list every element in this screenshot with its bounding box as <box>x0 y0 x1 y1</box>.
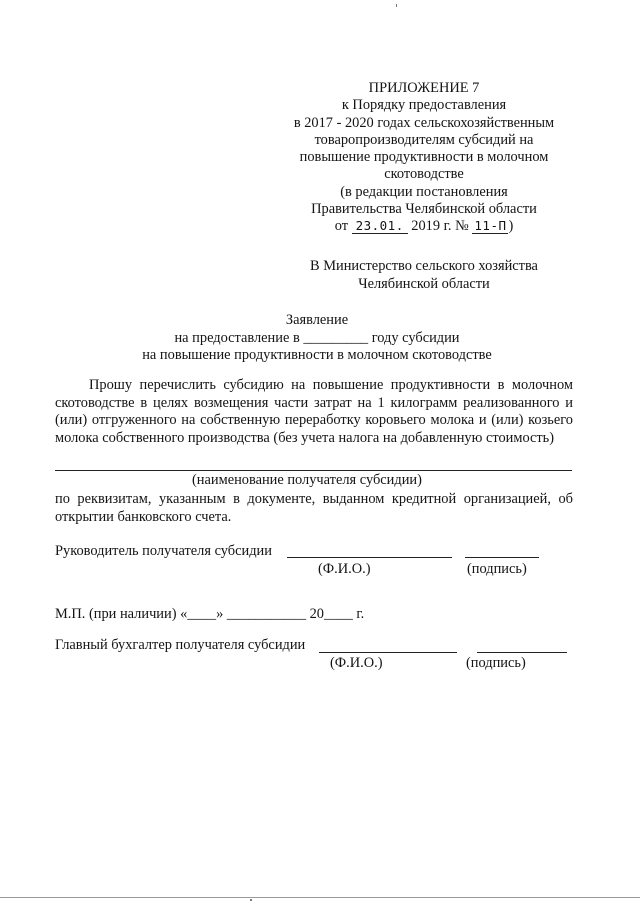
head-fio-caption: (Ф.И.О.) <box>318 561 371 577</box>
from-label: от <box>334 218 349 235</box>
recipient-line-1: В Министерство сельского хозяйства <box>310 258 538 274</box>
resolution-date-line <box>258 218 590 235</box>
head-sign-line <box>465 557 539 558</box>
resolution-number: 11-П <box>474 218 507 234</box>
accountant-fio-caption: (Ф.И.О.) <box>330 655 383 671</box>
scan-bottom-edge <box>0 897 640 898</box>
head-label: Руководитель получателя субсидии <box>55 543 272 559</box>
application-title-block <box>62 312 572 365</box>
subtitle-suffix: году субсидии <box>371 329 460 346</box>
requisites-paragraph: по реквизитам, указанным в документе, выданном кредитной организацией, об открытии банковского счета. <box>55 491 573 525</box>
recipient-name-caption: (наименование получателя субсидии) <box>192 472 422 488</box>
close-paren: ) <box>508 218 514 235</box>
recipient-name-line <box>55 470 572 471</box>
year-blank: _________ <box>303 329 369 346</box>
request-paragraph: Прошу перечислить субсидию на повышение продуктивности в молочном скотоводстве в целях возмещения части затрат на 1 килограмм реализованного и (или) отгруженного на собственную переработку коровьего молока и (или) козьего молока собственного производства (без учета налога на добавленную стоимость) <box>55 377 573 446</box>
year-label: 2019 г. № <box>411 218 469 235</box>
accountant-sign-caption: (подпись) <box>466 655 526 671</box>
appendix-line-2: в 2017 - 2020 годах сельскохозяйственным <box>293 114 555 131</box>
accountant-label: Главный бухгалтер получателя субсидии <box>55 637 306 653</box>
appendix-header <box>258 80 590 236</box>
appendix-line-3: товаропроизводителям субсидий на <box>314 131 534 148</box>
head-sign-caption: (подпись) <box>467 561 527 577</box>
appendix-line-5: скотоводстве <box>384 166 464 183</box>
application-title: Заявление <box>285 312 349 328</box>
appendix-line-1: к Порядку предоставления <box>341 97 507 114</box>
scan-bottom-mark <box>250 899 252 901</box>
scan-artifact <box>396 4 397 7</box>
stamp-date-line: М.П. (при наличии) «____» ___________ 20____ г. <box>55 606 365 622</box>
application-subtitle-2: на повышение продуктивности в молочном скотоводстве <box>142 347 492 363</box>
accountant-sign-line <box>477 652 567 653</box>
appendix-line-7: Правительства Челябинской области <box>311 201 537 218</box>
recipient-block <box>258 257 590 293</box>
application-subtitle-1 <box>62 330 572 348</box>
appendix-title: ПРИЛОЖЕНИЕ 7 <box>368 80 480 96</box>
subtitle-prefix: на предоставление в <box>174 329 300 346</box>
head-fio-line <box>287 557 452 558</box>
appendix-line-4: повышение продуктивности в молочном <box>299 149 549 166</box>
appendix-line-6: (в редакции постановления <box>340 183 508 200</box>
resolution-date: 23.01. <box>352 218 408 234</box>
recipient-line-2: Челябинской области <box>358 276 490 292</box>
accountant-fio-line <box>319 652 457 653</box>
